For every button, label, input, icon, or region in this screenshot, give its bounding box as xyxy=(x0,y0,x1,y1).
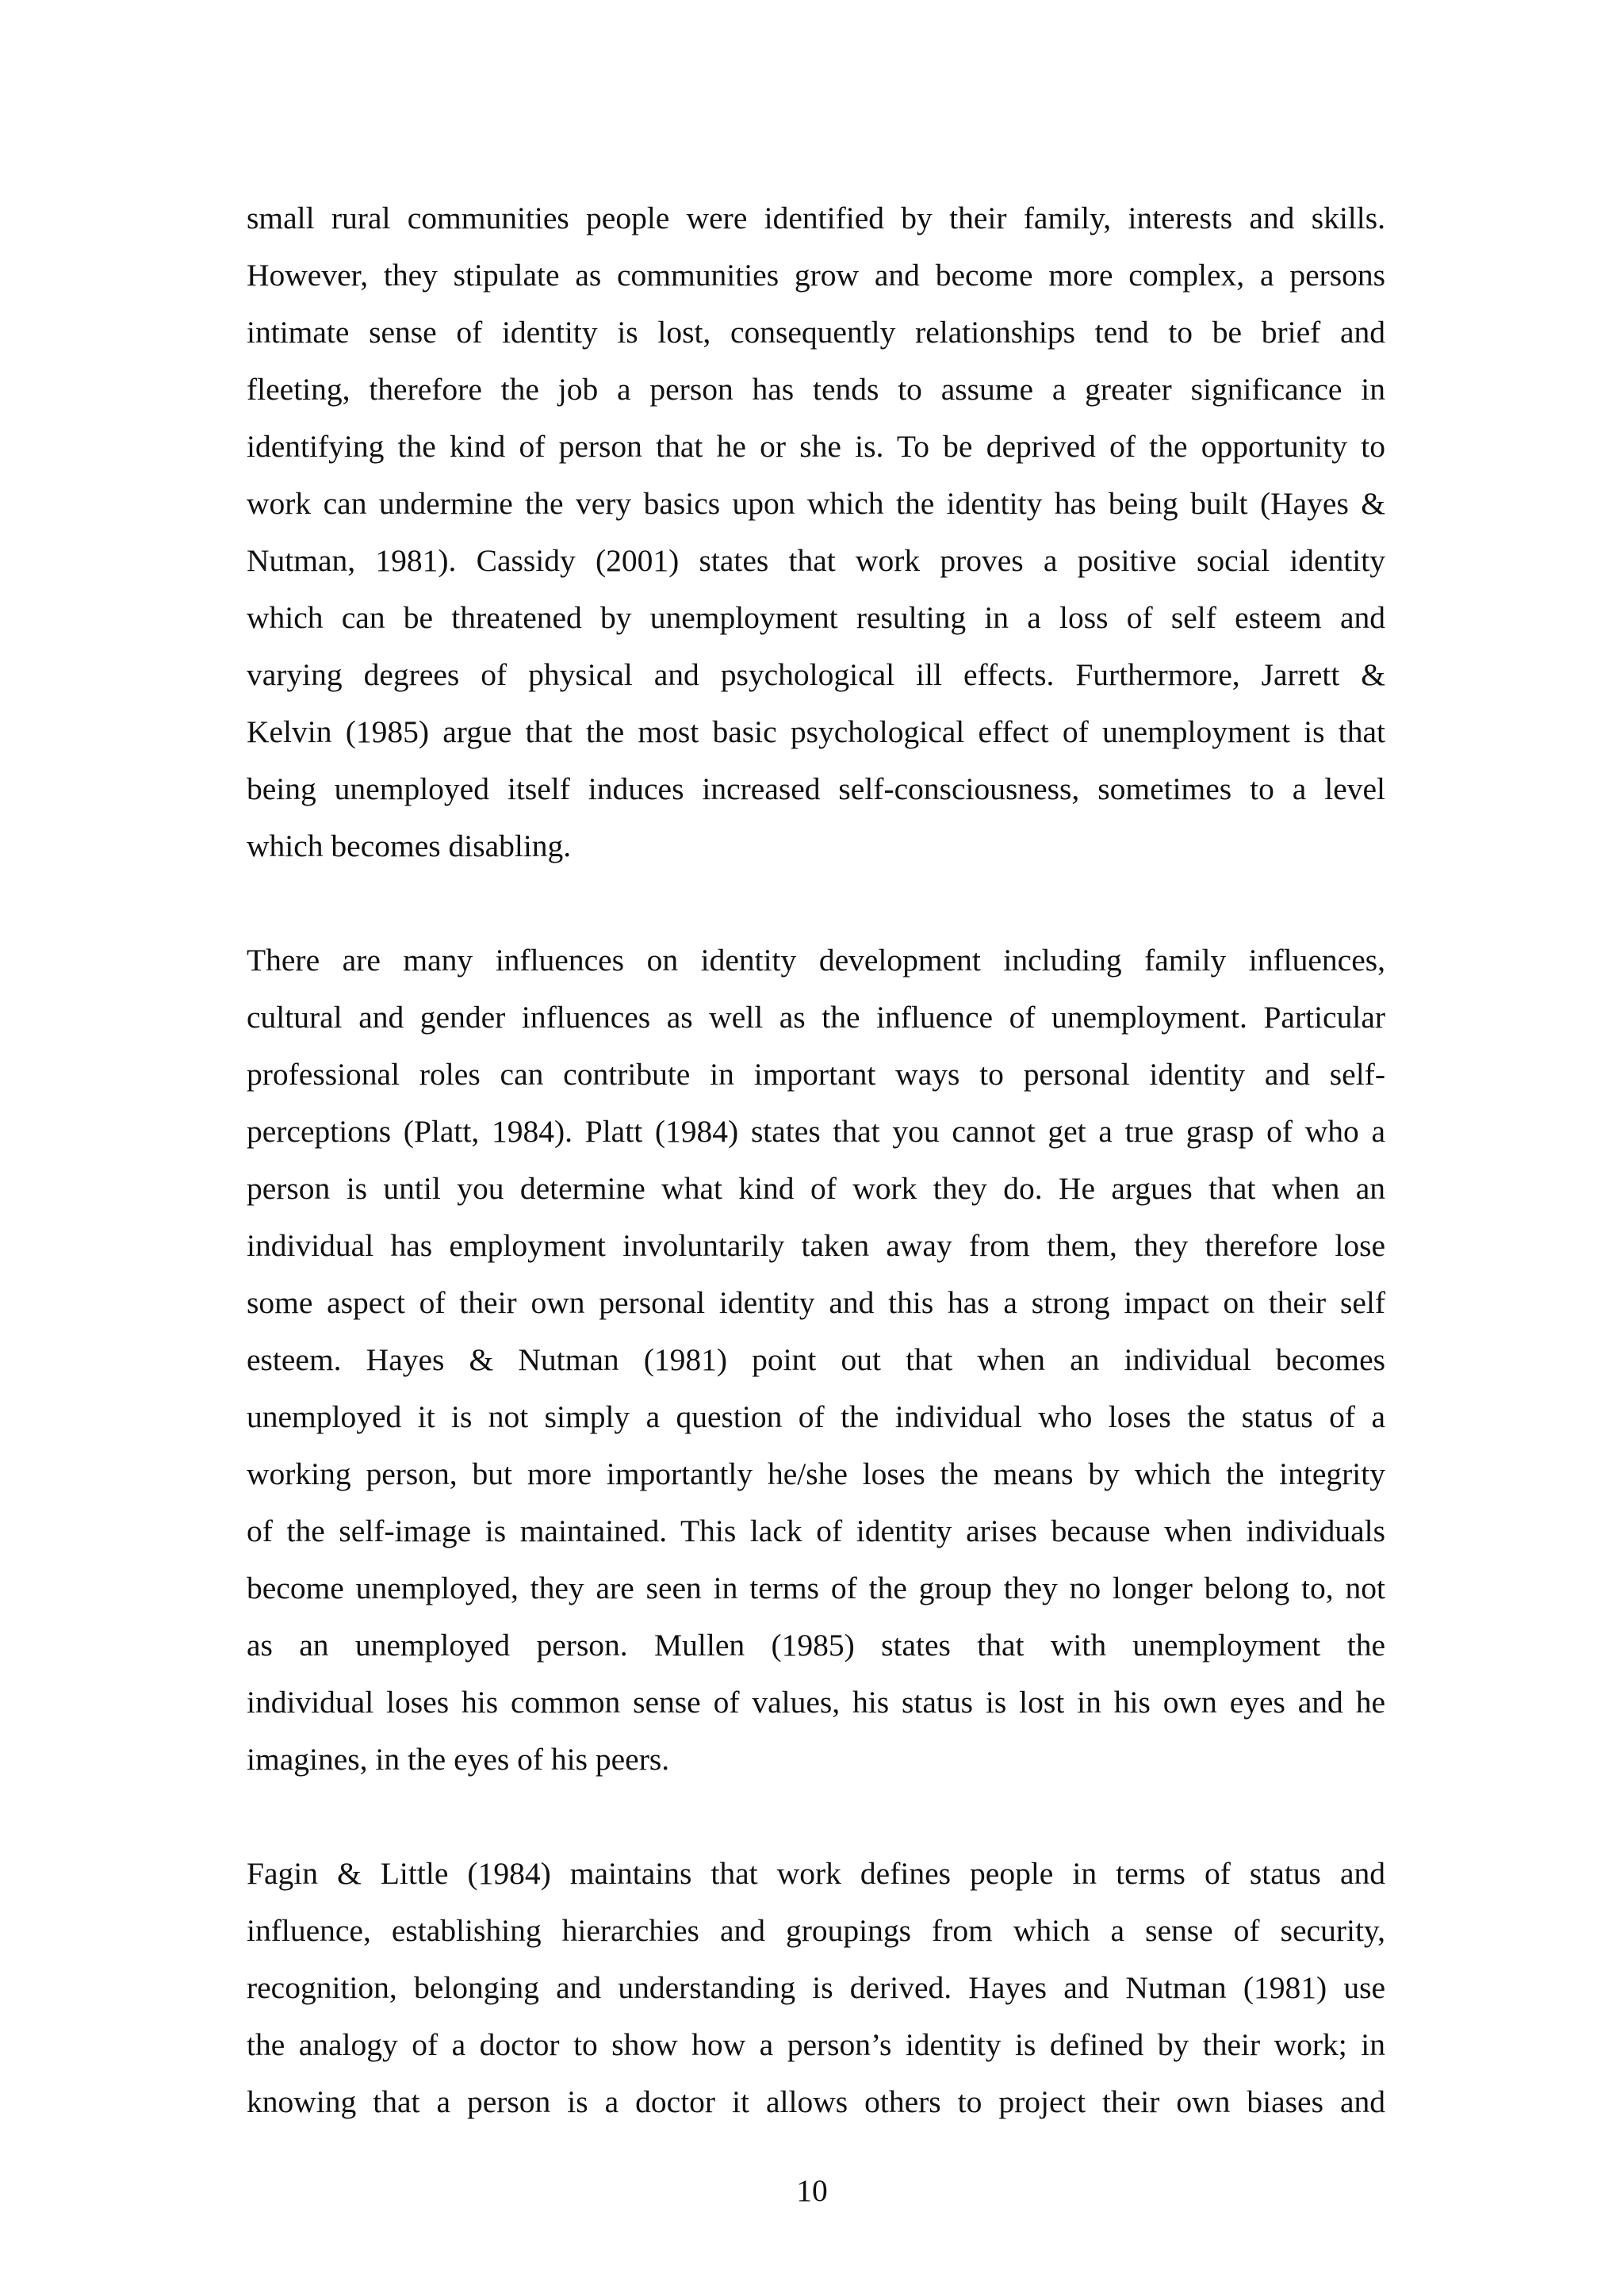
text-line: However, they stipulate as communities grow and become more complex, a persons xyxy=(247,258,1385,293)
text-line: imagines, in the eyes of his peers. xyxy=(247,1742,670,1777)
text-line: Kelvin (1985) argue that the most basic psychological effect of unemployment is that xyxy=(247,714,1385,749)
paragraph-2 xyxy=(247,932,1385,1788)
text-line: the analogy of a doctor to show how a person’s identity is defined by their work; in xyxy=(247,2027,1385,2062)
text-line: identifying the kind of person that he or she is. To be deprived of the opportunity to xyxy=(247,429,1385,464)
page-number: 10 xyxy=(796,2173,828,2208)
text-line: knowing that a person is a doctor it allows others to project their own biases and xyxy=(247,2084,1385,2119)
text-line: being unemployed itself induces increased self-consciousness, sometimes to a level xyxy=(247,771,1385,806)
text-line: influence, establishing hierarchies and groupings from which a sense of security, xyxy=(247,1913,1385,1948)
text-line: which becomes disabling. xyxy=(247,828,572,863)
text-line: varying degrees of physical and psychological ill effects. Furthermore, Jarrett & xyxy=(247,657,1385,692)
text-line: intimate sense of identity is lost, consequently relationships tend to be brief and xyxy=(247,315,1385,350)
text-line: Nutman, 1981). Cassidy (2001) states that work proves a positive social identity xyxy=(247,543,1385,578)
text-line: which can be threatened by unemployment resulting in a loss of self esteem and xyxy=(247,600,1385,635)
text-line: some aspect of their own personal identity and this has a strong impact on their self xyxy=(247,1285,1385,1320)
text-line: There are many influences on identity development including family influences, xyxy=(247,943,1385,978)
text-line: professional roles can contribute in important ways to personal identity and self- xyxy=(247,1057,1385,1092)
text-line: person is until you determine what kind of work they do. He argues that when an xyxy=(247,1171,1385,1206)
text-line: recognition, belonging and understanding is derived. Hayes and Nutman (1981) use xyxy=(247,1970,1385,2005)
text-line: cultural and gender influences as well as the influence of unemployment. Particular xyxy=(247,1000,1385,1035)
text-line: small rural communities people were identified by their family, interests and skills. xyxy=(247,201,1385,235)
paragraph-1 xyxy=(247,189,1385,874)
body-text xyxy=(247,189,1385,2187)
text-line: Fagin & Little (1984) maintains that work defines people in terms of status and xyxy=(247,1856,1385,1891)
text-line: of the self-image is maintained. This lack of identity arises because when individuals xyxy=(247,1513,1385,1548)
text-line: become unemployed, they are seen in terms of the group they no longer belong to, not xyxy=(247,1571,1385,1605)
text-line: esteem. Hayes & Nutman (1981) point out that when an individual becomes xyxy=(247,1342,1385,1377)
paragraph-3 xyxy=(247,1845,1385,2130)
text-line: perceptions (Platt, 1984). Platt (1984) states that you cannot get a true grasp of who a xyxy=(247,1114,1385,1149)
text-line: working person, but more importantly he/she loses the means by which the integrity xyxy=(247,1456,1385,1491)
text-line: fleeting, therefore the job a person has tends to assume a greater significance in xyxy=(247,372,1385,407)
text-line: individual has employment involuntarily taken away from them, they therefore lose xyxy=(247,1228,1385,1263)
text-line: unemployed it is not simply a question of the individual who loses the status of a xyxy=(247,1399,1385,1434)
text-line: work can undermine the very basics upon which the identity has being built (Hayes & xyxy=(247,486,1385,521)
text-line: as an unemployed person. Mullen (1985) states that with unemployment the xyxy=(247,1628,1385,1663)
text-line: individual loses his common sense of values, his status is lost in his own eyes and he xyxy=(247,1685,1385,1720)
